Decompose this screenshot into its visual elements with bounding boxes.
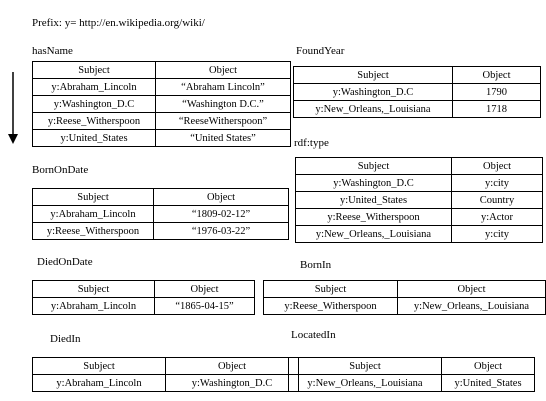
table-rdftype <box>295 157 543 243</box>
object-cell: “1976-03-22” <box>154 223 289 240</box>
subject-cell: y:New_Orleans,_Louisiana <box>294 101 453 118</box>
subject-cell: y:United_States <box>296 192 452 209</box>
table-header-row <box>33 62 291 79</box>
table-locatedin <box>288 357 535 392</box>
table-header-row <box>33 281 255 298</box>
table-rdftype <box>295 157 543 243</box>
subject-header: Subject <box>294 67 453 84</box>
table-header-row <box>296 158 543 175</box>
table-title-bornin: BornIn <box>300 259 332 271</box>
object-cell: y:New_Orleans,_Louisiana <box>398 298 546 315</box>
table-row <box>296 175 543 192</box>
down-arrow-icon <box>6 70 20 146</box>
subject-header: Subject <box>289 358 442 375</box>
table-title-hasname: hasName <box>32 45 73 57</box>
object-header: Object <box>453 67 541 84</box>
table-title-bornondate: BornOnDate <box>32 164 89 176</box>
object-cell: “1865-04-15” <box>155 298 255 315</box>
subject-header: Subject <box>33 358 166 375</box>
subject-cell: y:United_States <box>33 130 156 147</box>
table-row <box>33 223 289 240</box>
object-header: Object <box>155 281 255 298</box>
prefix-label: Prefix: y= http://en.wikipedia.org/wiki/ <box>32 17 205 29</box>
object-header: Object <box>166 358 299 375</box>
table-row <box>33 298 255 315</box>
table-title-locatedin: LocatedIn <box>291 329 336 341</box>
subject-cell: y:Abraham_Lincoln <box>33 79 156 96</box>
table-row <box>296 226 543 243</box>
table-header-row <box>33 189 289 206</box>
object-header: Object <box>442 358 535 375</box>
table-row <box>264 298 546 315</box>
object-cell: y:United_States <box>442 375 535 392</box>
subject-cell: y:New_Orleans,_Louisiana <box>289 375 442 392</box>
table-row <box>33 79 291 96</box>
subject-cell: y:Reese_Witherspoon <box>264 298 398 315</box>
table-row <box>33 130 291 147</box>
table-hasname <box>32 61 291 147</box>
subject-cell: y:Washington_D.C <box>296 175 452 192</box>
subject-cell: y:New_Orleans,_Louisiana <box>296 226 452 243</box>
subject-cell: y:Reese_Witherspoon <box>33 223 154 240</box>
table-foundyear <box>293 66 541 118</box>
subject-cell: y:Reese_Witherspoon <box>296 209 452 226</box>
table-row <box>33 206 289 223</box>
subject-header: Subject <box>264 281 398 298</box>
object-cell: Country <box>452 192 543 209</box>
table-title-foundyear: FoundYear <box>296 45 345 57</box>
table-row <box>294 84 541 101</box>
subject-cell: y:Abraham_Lincoln <box>33 206 154 223</box>
table-bornondate <box>32 188 289 240</box>
table-row <box>294 101 541 118</box>
table-row <box>296 192 543 209</box>
table-hasname <box>32 61 291 147</box>
object-cell: y:city <box>452 175 543 192</box>
table-title-rdftype: rdf:type <box>294 137 329 149</box>
table-bornin <box>263 280 546 315</box>
object-cell: “Washington D.C.” <box>156 96 291 113</box>
table-diedin <box>32 357 299 392</box>
table-header-row <box>264 281 546 298</box>
table-row <box>33 96 291 113</box>
subject-cell: y:Reese_Witherspoon <box>33 113 156 130</box>
object-cell: y:city <box>452 226 543 243</box>
subject-header: Subject <box>33 281 155 298</box>
subject-cell: y:Abraham_Lincoln <box>33 298 155 315</box>
table-diedondate <box>32 280 255 315</box>
table-row <box>289 375 535 392</box>
table-bornondate <box>32 188 289 240</box>
table-row <box>33 113 291 130</box>
table-row <box>296 209 543 226</box>
object-cell: “United States” <box>156 130 291 147</box>
subject-header: Subject <box>33 62 156 79</box>
table-diedin <box>32 357 299 392</box>
object-header: Object <box>156 62 291 79</box>
object-cell: 1718 <box>453 101 541 118</box>
subject-header: Subject <box>33 189 154 206</box>
object-header: Object <box>154 189 289 206</box>
table-title-diedin: DiedIn <box>50 333 81 345</box>
table-header-row <box>289 358 535 375</box>
subject-cell: y:Washington_D.C <box>33 96 156 113</box>
table-bornin <box>263 280 546 315</box>
subject-header: Subject <box>296 158 452 175</box>
object-cell: y:Washington_D.C <box>166 375 299 392</box>
object-cell: y:Actor <box>452 209 543 226</box>
table-diedondate <box>32 280 255 315</box>
table-header-row <box>294 67 541 84</box>
table-header-row <box>33 358 299 375</box>
table-foundyear <box>293 66 541 118</box>
object-cell: 1790 <box>453 84 541 101</box>
subject-cell: y:Abraham_Lincoln <box>33 375 166 392</box>
table-locatedin <box>288 357 535 392</box>
subject-cell: y:Washington_D.C <box>294 84 453 101</box>
object-header: Object <box>452 158 543 175</box>
table-row <box>33 375 299 392</box>
object-header: Object <box>398 281 546 298</box>
object-cell: “Abraham Lincoln” <box>156 79 291 96</box>
object-cell: “1809-02-12” <box>154 206 289 223</box>
object-cell: “ReeseWitherspoon” <box>156 113 291 130</box>
table-title-diedondate: DiedOnDate <box>37 256 93 268</box>
